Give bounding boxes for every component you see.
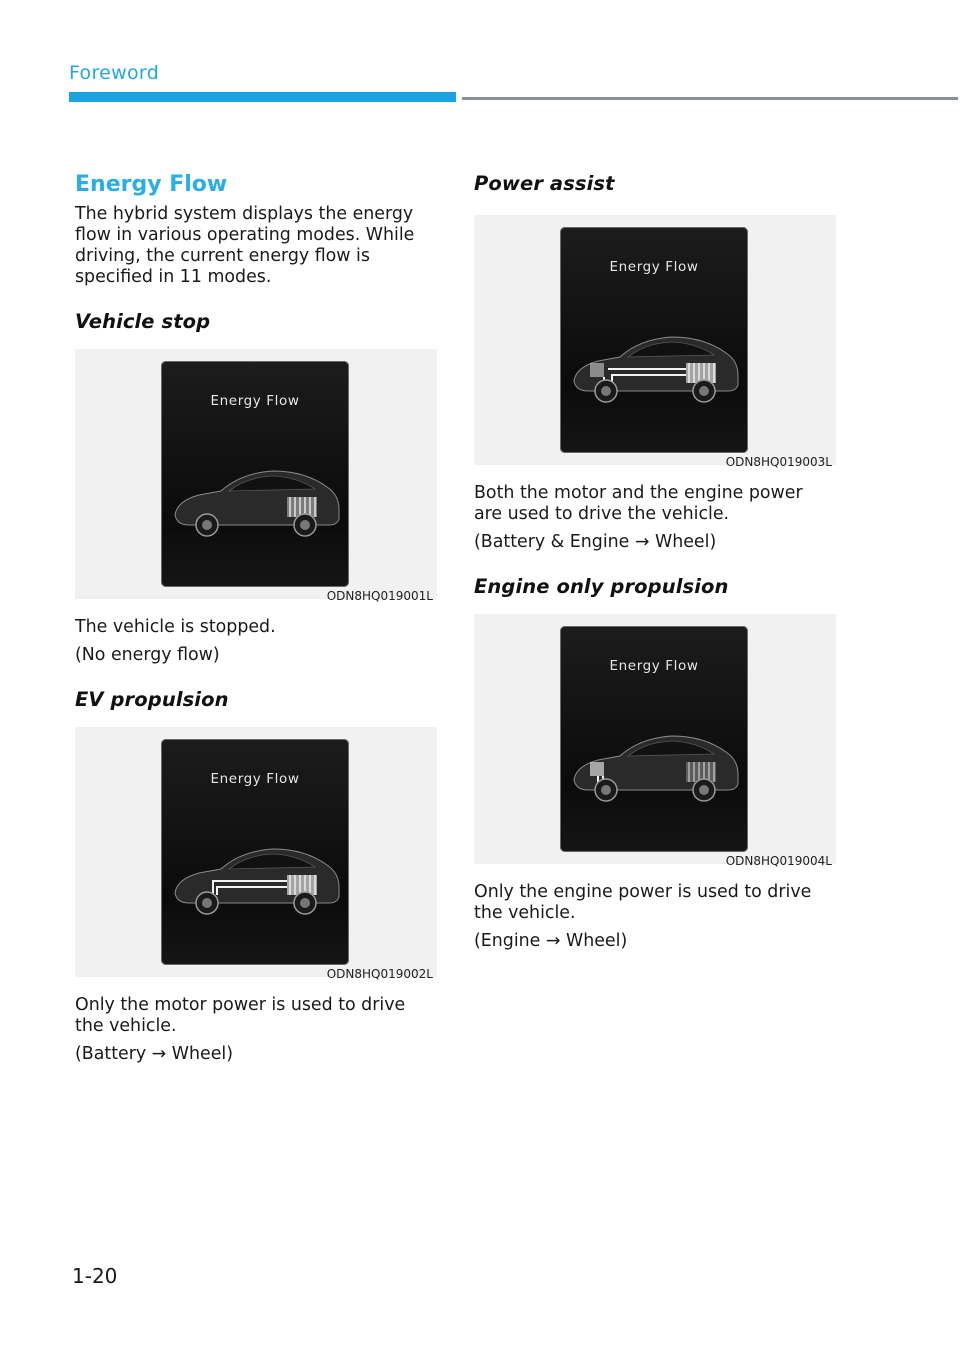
heading-engine-only-propulsion: Engine only propulsion (474, 575, 729, 598)
description: The vehicle is stopped. (75, 617, 276, 637)
flow-text: (No energy flow) (75, 645, 220, 665)
figure-code: ODN8HQ019001L (326, 589, 433, 603)
figure-engine-only (474, 614, 836, 864)
car-icon (169, 835, 341, 927)
header-title: Foreword (69, 62, 160, 84)
energy-flow-screen (560, 626, 748, 852)
right-column (474, 172, 836, 959)
flow-text: (Engine → Wheel) (474, 931, 628, 951)
left-column (75, 172, 437, 1072)
screen-title: Energy Flow (210, 771, 300, 787)
energy-flow-screen (560, 227, 748, 453)
screen-title: Energy Flow (609, 259, 699, 275)
figure-code: ODN8HQ019003L (725, 455, 832, 469)
figure-code: ODN8HQ019004L (725, 854, 832, 868)
page-number: 1-20 (72, 1264, 118, 1288)
figure-vehicle-stop (75, 349, 437, 599)
energy-flow-screen (161, 739, 349, 965)
heading-vehicle-stop: Vehicle stop (75, 310, 211, 333)
car-icon (568, 722, 740, 814)
figure-power-assist (474, 215, 836, 465)
description: Only the motor power is used to drive the vehicle. (75, 995, 406, 1036)
header-rule-gray (462, 97, 958, 100)
header-rule-blue (69, 92, 456, 102)
flow-text: (Battery → Wheel) (75, 1044, 234, 1064)
energy-flow-screen (161, 361, 349, 587)
figure-ev-propulsion (75, 727, 437, 977)
intro-paragraph: The hybrid system displays the energy flow in various operating modes. While driving, the current energy flow is specified in 11 modes. (75, 204, 415, 287)
heading-power-assist: Power assist (474, 172, 615, 195)
description: Both the motor and the engine power are used to drive the vehicle. (474, 483, 803, 524)
figure-code: ODN8HQ019002L (326, 967, 433, 981)
section-title: Energy Flow (75, 172, 228, 197)
flow-text: (Battery & Engine → Wheel) (474, 532, 717, 552)
car-icon (169, 457, 341, 549)
description: Only the engine power is used to drive the vehicle. (474, 882, 812, 923)
car-icon (568, 323, 740, 415)
screen-title: Energy Flow (210, 393, 300, 409)
heading-ev-propulsion: EV propulsion (75, 688, 229, 711)
screen-title: Energy Flow (609, 658, 699, 674)
